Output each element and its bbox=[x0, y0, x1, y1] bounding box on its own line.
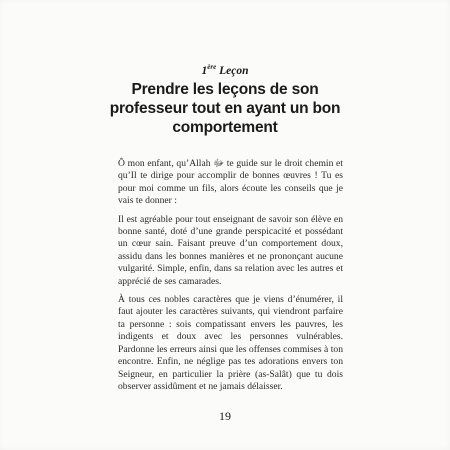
lesson-word: Leçon bbox=[219, 64, 249, 77]
lesson-number: 1 bbox=[201, 64, 208, 77]
chapter-title: Prendre les leçons de son professeur tout en ayant un bon comportement bbox=[109, 81, 341, 136]
paragraph-2: Il est agréable pour tout enseignant de savoir son élève en bonne santé, doté d’une grande perspicacité et possédant un cœur sain. Faisant preuve d’un comportement doux, assidu dans les bonnes manières et ne prononçant aucune vulgarité. Simple, enfin, dans sa relation avec les autres et apprécié de ses camarades. bbox=[118, 213, 343, 287]
paragraph-3: À tous ces nobles caractères que je viens d’énumérer, il faut ajouter les caractères suivants, qui viendront parfaire ta personne : sois compatissant envers les pauvres, les indigents et doux avec les personnes vulnérables. Pardonne les erreurs ainsi que les offenses commises à ton encontre. Enfin, ne néglige pas tes adorations envers ton Seigneur, en particulier la prière (as-Salât) que tu dois observer assidûment et ne jamais délaisser. bbox=[118, 294, 343, 392]
lesson-number-suffix: ère bbox=[207, 63, 217, 71]
body-text bbox=[118, 158, 343, 399]
paragraph-1: Ô mon enfant, qu’Allah ﷻ te guide sur le droit chemin et qu’Il te dirige pour accomplir de bonnes œuvres ! Tu es pour moi comme un fils, alors écoute les conseils que je vais te donner : bbox=[118, 158, 343, 207]
page-number: 19 bbox=[219, 409, 231, 423]
lesson-heading bbox=[0, 63, 450, 77]
